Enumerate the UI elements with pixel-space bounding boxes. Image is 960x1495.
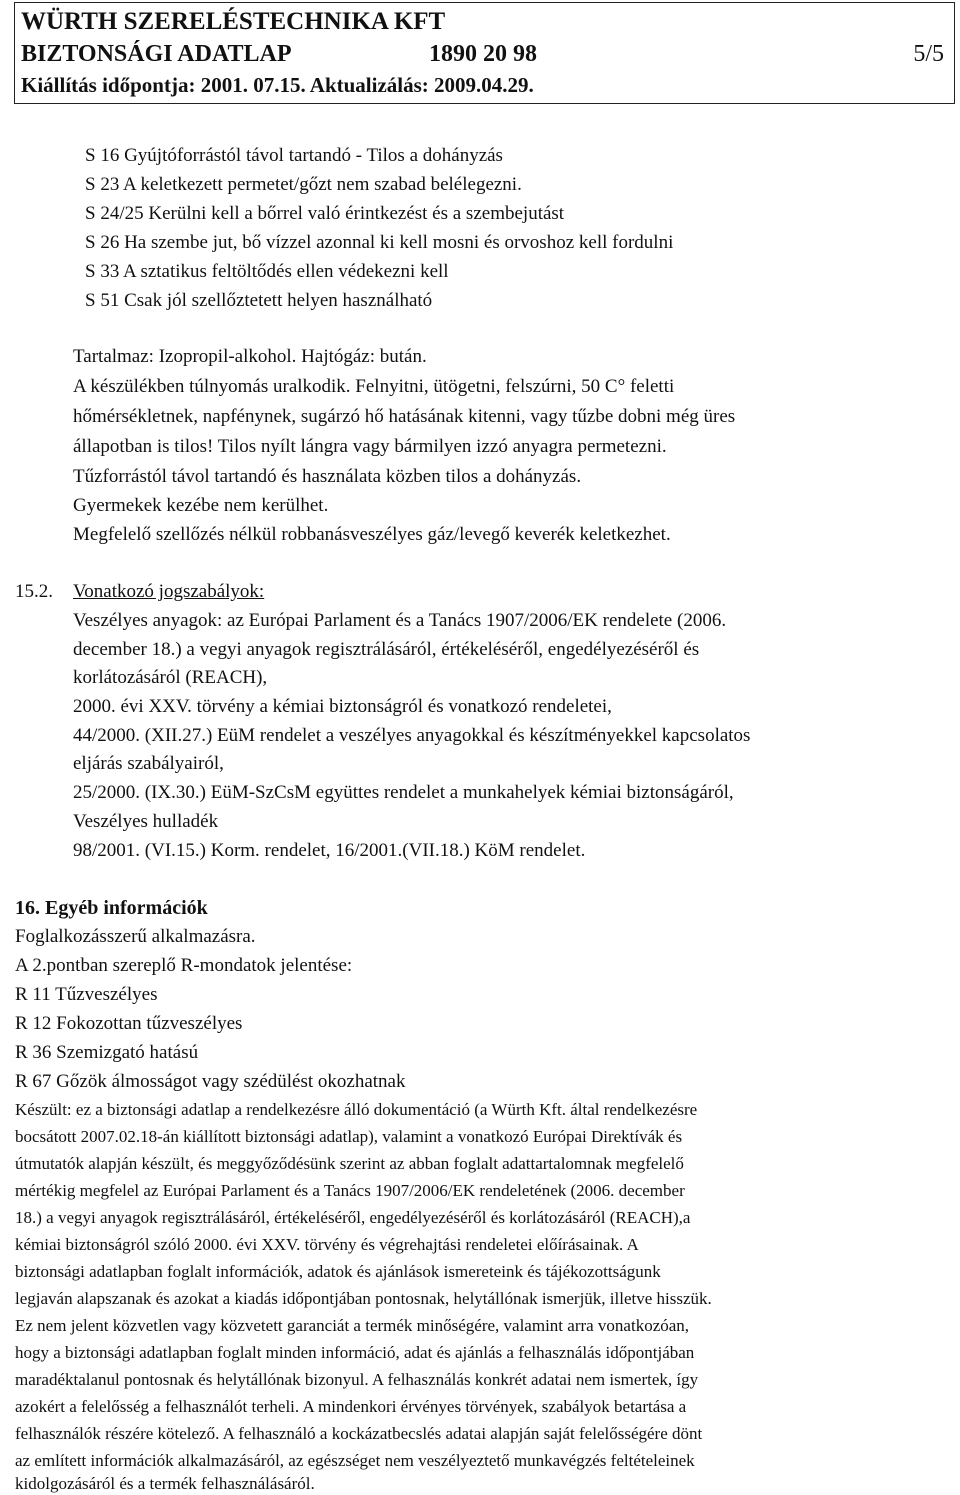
disclaimer-line: 18.) a vegyi anyagok regisztrálásáról, értékeléséről, engedélyezéséről és korlátozásáról (REACH),a <box>15 1208 691 1227</box>
regulation-line: 98/2001. (VI.15.) Korm. rendelet, 16/2001.(VII.18.) KöM rendelet. <box>73 840 586 861</box>
regulation-line: 44/2000. (XII.27.) EüM rendelet a veszélyes anyagokkal és készítményekkel kapcsolatos <box>73 725 751 746</box>
r-phrase: R 11 Tűzveszélyes <box>15 984 158 1005</box>
issue-dates: Kiállítás időpontja: 2001. 07.15. Aktualizálás: 2009.04.29. <box>21 73 534 97</box>
document-title: BIZTONSÁGI ADATLAP <box>21 41 292 67</box>
section-15-2-number: 15.2. <box>15 581 53 602</box>
contents-line: A készülékben túlnyomás uralkodik. Felnyitni, ütögetni, felszúrni, 50 C° feletti <box>73 376 675 397</box>
s-phrase: S 16 Gyújtóforrástól távol tartandó - Tilos a dohányzás <box>85 145 503 166</box>
regulation-line: 25/2000. (IX.30.) EüM-SzCsM együttes rendelet a munkahelyek kémiai biztonságáról, <box>73 782 734 803</box>
disclaimer-line: mértékig megfelel az Európai Parlament és a Tanács 1907/2006/EK rendeletének (2006. december <box>15 1181 685 1200</box>
section-16-heading: 16. Egyéb információk <box>15 897 208 919</box>
regulation-line: 2000. évi XXV. törvény a kémiai biztonságról és vonatkozó rendeletei, <box>73 696 612 717</box>
contents-line: állapotban is tilos! Tilos nyílt lángra vagy bármilyen izzó anyagra permetezni. <box>73 436 667 457</box>
regulation-line: Veszélyes hulladék <box>73 811 219 832</box>
disclaimer-line: Készült: ez a biztonsági adatlap a rendelkezésre álló dokumentáció (a Würth Kft. által rendelkezésre <box>15 1100 698 1119</box>
regulation-line: eljárás szabályairól, <box>73 753 224 774</box>
r-phrase: R 67 Gőzök álmosságot vagy szédülést okozhatnak <box>15 1071 406 1092</box>
company-name: WÜRTH SZERELÉSTECHNIKA KFT <box>21 8 446 35</box>
disclaimer-line: maradéktalanul pontosnak és helytállónak bizonyul. A felhasználás konkrét adatai nem ismertek, így <box>15 1370 699 1389</box>
document-code: 1890 20 98 <box>429 41 537 67</box>
contents-line: Megfelelő szellőzés nélkül robbanásveszélyes gáz/levegő keverék keletkezhet. <box>73 524 671 545</box>
regulation-line: Veszélyes anyagok: az Európai Parlament és a Tanács 1907/2006/EK rendelete (2006. <box>73 610 727 631</box>
s-phrase: S 24/25 Kerülni kell a bőrrel való érintkezést és a szembejutást <box>85 203 565 224</box>
disclaimer-line: hogy a biztonsági adatlapban foglalt minden információ, adat és ajánlás a felhasználás időpontjában <box>15 1343 695 1362</box>
contents-line: hőmérsékletnek, napfénynek, sugárzó hő hatásának kitenni, vagy tűzbe dobni még üres <box>73 406 736 427</box>
disclaimer-line: biztonsági adatlapban foglalt információk, adatok és ajánlások ismereteink és tájékozottságunk <box>15 1262 661 1281</box>
r-phrase: R 12 Fokozottan tűzveszélyes <box>15 1013 243 1034</box>
contents-line: Tűzforrástól távol tartandó és használata közben tilos a dohányzás. <box>73 466 582 487</box>
disclaimer-line: bocsátott 2007.02.18-án kiállított biztonsági adatlap), valamint a vonatkozó Európai Direktívák és <box>15 1127 683 1146</box>
disclaimer-line: az említett információk alkalmazásáról, az egészséget nem veszélyeztető munkavégzés feltételeinek <box>15 1451 695 1470</box>
disclaimer-line: felhasználók részére kötelező. A felhasználó a kockázatbecslés adatai alapján saját felelősségére dönt <box>15 1424 703 1443</box>
regulation-line: korlátozásáról (REACH), <box>73 667 268 688</box>
s-phrase: S 26 Ha szembe jut, bő vízzel azonnal ki kell mosni és orvoshoz kell fordulni <box>85 232 674 253</box>
disclaimer-line: útmutatók alapján készült, és meggyőződésünk szerint az abban foglalt adattartalomnak megfelelő <box>15 1154 684 1173</box>
disclaimer-line: Ez nem jelent közvetlen vagy közvetett garanciát a termék minőségére, valamint arra vonatkozóan, <box>15 1316 690 1335</box>
disclaimer-line: kidolgozásáról és a termék felhasználásáról. <box>15 1474 315 1493</box>
contents-line: Tartalmaz: Izopropil-alkohol. Hajtógáz: bután. <box>73 346 427 367</box>
disclaimer-line: kémiai biztonságról szóló 2000. évi XXV. törvény és végrehajtási rendeletei előírásainak. A <box>15 1235 639 1254</box>
regulation-line: december 18.) a vegyi anyagok regisztrálásáról, értékeléséről, engedélyezéséről és <box>73 639 700 660</box>
disclaimer-line: azokért a felelősség a felhasználót terheli. A mindenkori érvényes törvények, szabályok betartása a <box>15 1397 687 1416</box>
contents-line: Gyermekek kezébe nem kerülhet. <box>73 495 329 516</box>
info-line: Foglalkozásszerű alkalmazásra. <box>15 926 256 947</box>
s-phrase: S 23 A keletkezett permetet/gőzt nem szabad belélegezni. <box>85 174 522 195</box>
disclaimer-line: legjaván alapszanak és azokat a kiadás időpontjában pontosnak, helytállónak ismerjük, illetve hisszük. <box>15 1289 712 1308</box>
section-15-2-heading: Vonatkozó jogszabályok: <box>73 581 265 602</box>
info-line: A 2.pontban szereplő R-mondatok jelentése: <box>15 955 353 976</box>
r-phrase: R 36 Szemizgató hatású <box>15 1042 199 1063</box>
s-phrase: S 33 A sztatikus feltöltődés ellen védekezni kell <box>85 261 449 282</box>
page-number: 5/5 <box>913 41 944 67</box>
s-phrase: S 51 Csak jól szellőztetett helyen használható <box>85 290 433 311</box>
page-header <box>14 2 955 104</box>
